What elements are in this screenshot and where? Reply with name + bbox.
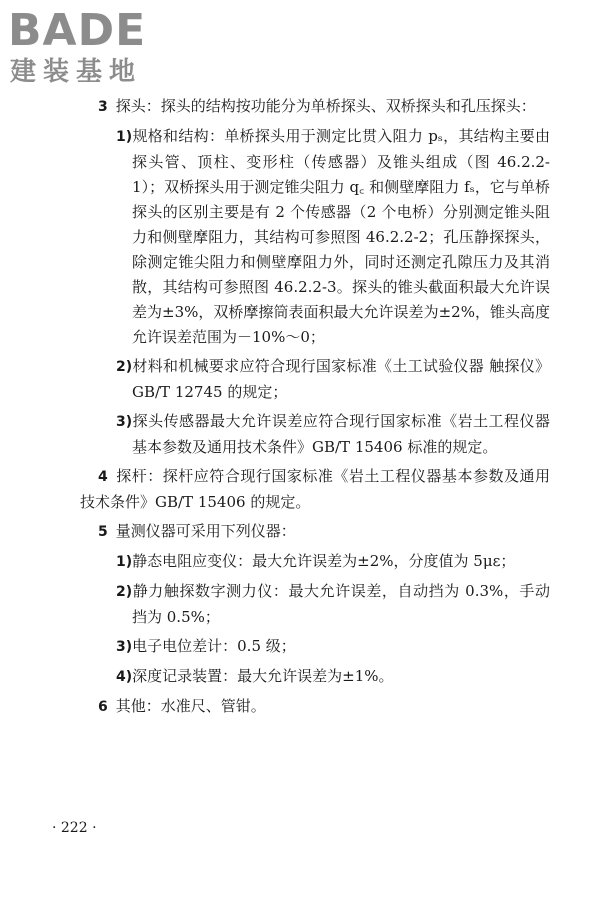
clause-number: 3 [98, 99, 108, 115]
clause-number: 6 [98, 699, 108, 715]
subclause-5-1 [80, 549, 550, 575]
clause-text: 量测仪器可采用下列仪器： [115, 522, 296, 540]
subclause-3-2 [80, 354, 550, 405]
subclause-text: 材料和机械要求应符合现行国家标准《土工试验仪器 触探仪》GB/T 12745 的规定； [132, 357, 550, 401]
subclause-number: 1) [116, 129, 133, 145]
subclause-number: 3) [116, 414, 133, 430]
clause-4 [80, 464, 550, 515]
logo-subtitle: 建装基地 [10, 57, 143, 87]
subclause-3-3 [80, 409, 550, 460]
subclause-number: 1) [116, 554, 133, 570]
page-number: · 222 · [52, 820, 97, 836]
bade-logo [8, 6, 183, 90]
subclause-text: 静力触探数字测力仪：最大允许误差，自动挡为 0.3%，手动挡为 0.5%； [132, 582, 550, 626]
subclause-number: 4) [116, 669, 133, 685]
clause-6 [80, 694, 550, 720]
clause-3 [80, 94, 550, 120]
subclause-number: 3) [116, 639, 133, 655]
clause-number: 4 [98, 469, 108, 485]
subclause-5-2 [80, 579, 550, 630]
clause-number: 5 [98, 524, 108, 540]
logo-wordmark: BADE [8, 5, 147, 56]
clause-5 [80, 519, 550, 545]
subclause-text: 规格和结构：单桥探头用于测定比贯入阻力 pₛ，其结构主要由探头管、顶柱、变形柱（传感器）及锥头组成（图 46.2.2-1）；双桥探头用于测定锥尖阻力 q꜀ 和侧壁摩阻力 fₛ，它与单桥探头的区别主要是有 2 个传感器（2 个电桥）分别测定锥头阻力和侧壁摩阻力，其结构可参照图 46.2.2-2；孔压静探探头，除测定锥尖阻力和侧壁摩阻力外，同时还测定孔隙压力及其消散，其结构可参照图 46.2.2-3。探头的锥头截面积最大允许误差为±3%，双桥摩擦筒表面积最大允许误差为±2%，锥头高度允许误差范围为－10%～0； [132, 127, 550, 346]
clause-text: 其他：水准尺、管钳。 [115, 697, 266, 715]
subclause-text: 静态电阻应变仪：最大允许误差为±2%，分度值为 5με； [132, 552, 516, 570]
subclause-text: 深度记录装置：最大允许误差为±1%。 [132, 667, 394, 685]
subclause-number: 2) [116, 359, 133, 375]
subclause-text: 电子电位差计：0.5 级； [132, 637, 296, 655]
subclause-3-1 [80, 124, 550, 350]
subclause-5-4 [80, 664, 550, 690]
clause-text: 探头：探头的结构按功能分为单桥探头、双桥探头和孔压探头： [115, 97, 536, 115]
subclause-number: 2) [116, 584, 133, 600]
document-body [80, 94, 550, 720]
subclause-5-3 [80, 634, 550, 660]
subclause-text: 探头传感器最大允许误差应符合现行国家标准《岩土工程仪器基本参数及通用技术条件》GB/T 15406 标准的规定。 [132, 412, 550, 456]
clause-text: 探杆：探杆应符合现行国家标准《岩土工程仪器基本参数及通用技术条件》GB/T 15406 的规定。 [80, 467, 550, 511]
